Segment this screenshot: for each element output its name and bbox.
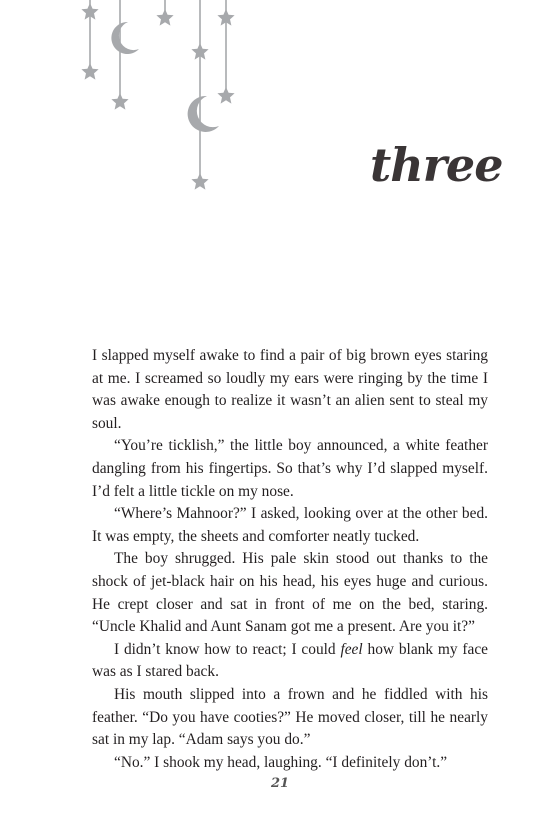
text-run: how blank my face was as I stared back.	[92, 640, 488, 681]
text-run: I didn’t know how to react; I could	[114, 640, 341, 658]
star-icon	[156, 9, 173, 26]
star-icon	[111, 93, 128, 110]
paragraph	[92, 345, 488, 435]
paragraph	[92, 435, 488, 503]
text-run: His mouth slipped into a frown and he fiddled with his feather. “Do you have cooties?” He moved closer, till he nearly sat in my lap. “Adam says you do.”	[92, 685, 488, 749]
star-icon	[81, 63, 98, 80]
text-run: “You’re ticklish,” the little boy announced, a white feather dangling from his fingertips. So that’s why I’d slapped myself. I’d felt a little tickle on my nose.	[92, 437, 488, 500]
text-run: I slapped myself awake to find a pair of big brown eyes staring at me. I screamed so loudly my ears were ringing by the time I was awake enough to realize it wasn’t an alien sent to steal my soul.	[92, 347, 488, 432]
text-run: “Where’s Mahnoor?” I asked, looking over at the other bed. It was empty, the sheets and comforter neatly tucked.	[92, 505, 488, 545]
chapter-title: three	[370, 138, 503, 192]
page-number: 21	[270, 776, 290, 791]
chapter-body	[92, 345, 488, 774]
paragraph	[92, 503, 488, 548]
star-icon	[191, 173, 208, 190]
text-run: The boy shrugged. His pale skin stood out thanks to the shock of jet-black hair on his head, his eyes huge and curious. He crept closer and sat in front of me on the bed, staring. “Uncle Khalid and Aunt Sanam got me a present. Are you it?”	[92, 550, 488, 636]
moon-icon	[111, 22, 139, 54]
paragraph	[92, 548, 488, 638]
italic-text: feel	[340, 640, 363, 658]
moon-icon	[188, 96, 219, 132]
hanging-moons-stars-ornament	[0, 0, 260, 200]
paragraph	[92, 684, 488, 752]
paragraph	[92, 639, 488, 684]
star-icon	[217, 87, 234, 104]
text-run: “No.” I shook my head, laughing. “I definitely don’t.”	[114, 753, 448, 771]
paragraph	[92, 752, 488, 775]
